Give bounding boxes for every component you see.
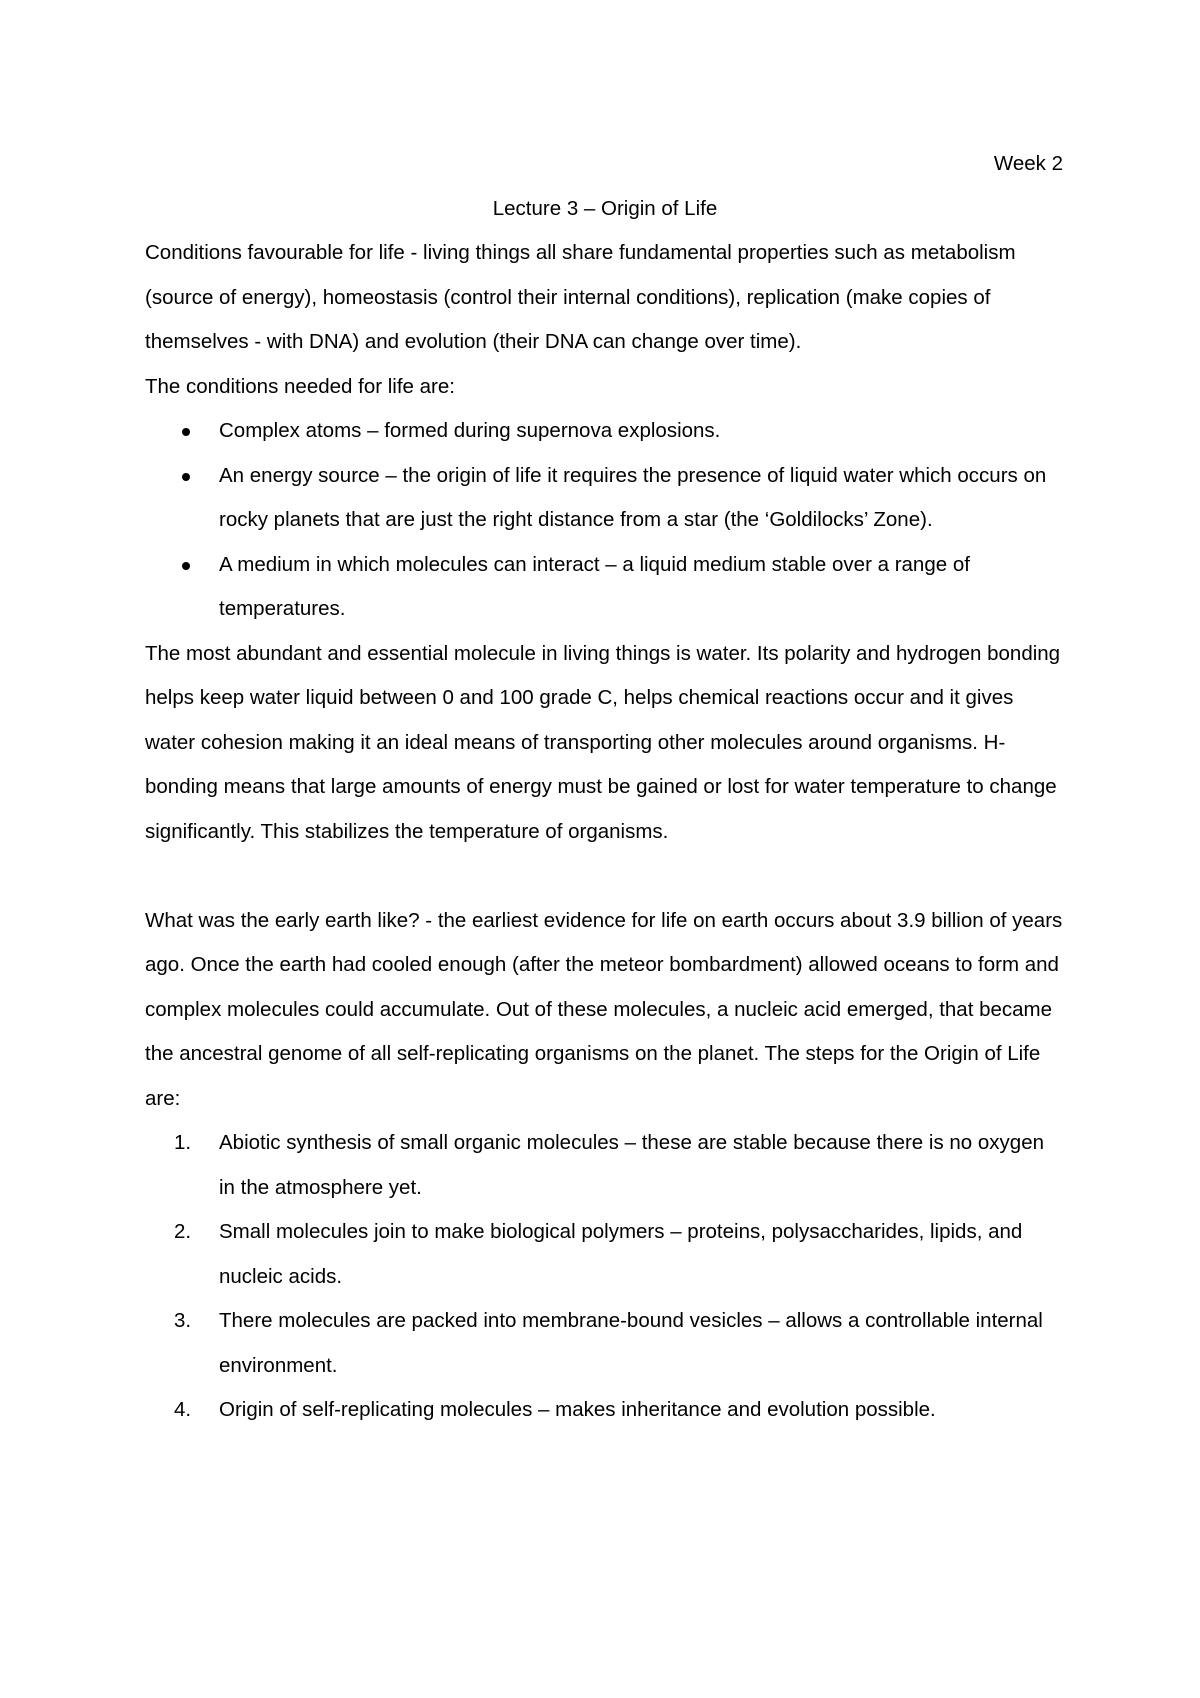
step-number: 1. <box>174 1131 192 1154</box>
bullet-text: A medium in which molecules can interact – a liquid medium stable over a range of temperatures. <box>219 552 970 620</box>
lecture-title: Lecture 3 – Origin of Life <box>492 196 718 220</box>
step-text: Abiotic synthesis of small organic molecules – these are stable because there is no oxygen in the atmosphere yet. <box>219 1131 1045 1199</box>
bullet-icon <box>182 562 190 570</box>
conditions-bullet-list <box>145 409 1065 632</box>
document-body <box>145 142 1065 1433</box>
step-text: There molecules are packed into membrane-bound vesicles – allows a controllable internal environment. <box>219 1309 1043 1377</box>
list-item <box>145 1210 1065 1299</box>
origin-steps-list <box>145 1121 1065 1433</box>
paragraph-spacer <box>145 854 1065 899</box>
bullet-icon <box>182 473 190 481</box>
bullet-text: An energy source – the origin of life it requires the presence of liquid water which occurs on rocky planets that are just the right distance from a star (the ‘Goldilocks’ Zone). <box>219 463 1047 531</box>
step-text: Origin of self-replicating molecules – makes inheritance and evolution possible. <box>219 1398 936 1421</box>
bullet-text: Complex atoms – formed during supernova explosions. <box>219 419 721 442</box>
list-item <box>145 454 1065 543</box>
conditions-lead-line: The conditions needed for life are: <box>145 374 455 398</box>
step-number: 2. <box>174 1220 192 1243</box>
step-number: 4. <box>174 1398 192 1421</box>
step-number: 3. <box>174 1309 192 1332</box>
list-item <box>145 1299 1065 1388</box>
bullet-icon <box>182 428 190 436</box>
week-label: Week 2 <box>993 152 1063 175</box>
step-text: Small molecules join to make biological polymers – proteins, polysaccharides, lipids, and nucleic acids. <box>219 1220 1023 1288</box>
list-item <box>145 1121 1065 1210</box>
water-paragraph: The most abundant and essential molecule in living things is water. Its polarity and hydrogen bonding helps keep water liquid between 0 and 100 grade C, helps chemical reactions occur and it gives water cohesion making it an ideal means of transporting other molecules around organisms. H-bonding means that large amounts of energy must be gained or lost for water temperature to change significantly. This stabilizes the temperature of organisms. <box>145 641 1061 843</box>
list-item <box>145 1388 1065 1433</box>
list-item <box>145 543 1065 632</box>
conditions-intro-paragraph: Conditions favourable for life - living things all share fundamental properties such as metabolism (source of energy), homeostasis (control their internal conditions), replication (make copies of themselves - with DNA) and evolution (their DNA can change over time). <box>145 241 1016 353</box>
early-earth-paragraph: What was the early earth like? - the earliest evidence for life on earth occurs about 3.9 billion of years ago. Once the earth had cooled enough (after the meteor bombardment) allowed oceans to form and complex molecules could accumulate. Out of these molecules, a nucleic acid emerged, that became the ancestral genome of all self-replicating organisms on the planet. The steps for the Origin of Life are: <box>145 908 1063 1110</box>
list-item <box>145 409 1065 454</box>
